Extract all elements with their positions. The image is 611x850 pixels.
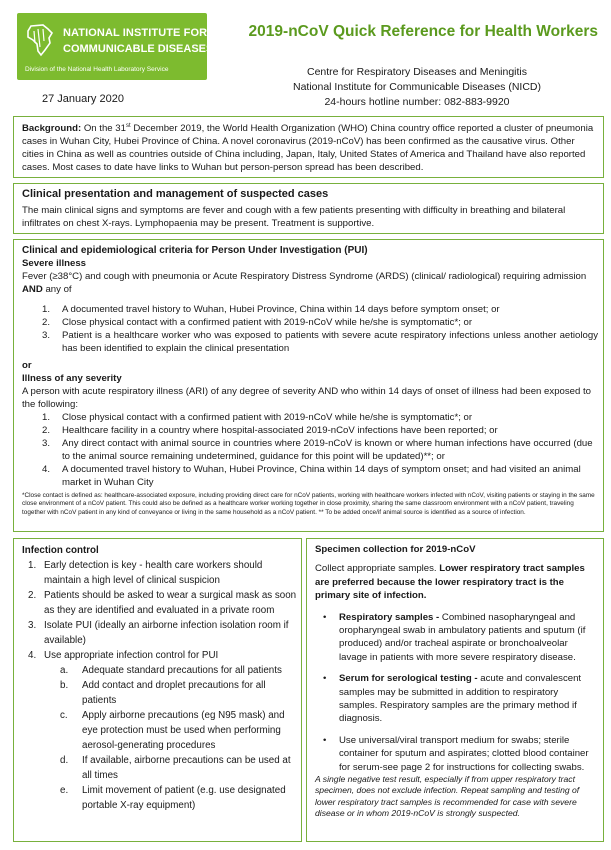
list-item: 2. Healthcare facility in a country where hospital-associated 2019-nCoV infections have been reported; or bbox=[42, 425, 498, 436]
background-section bbox=[13, 116, 604, 178]
list-item: 4. A documented travel history to Wuhan, Hubei Province, China within 14 days of symptom onset; and had visited an animal market in Wuhan City bbox=[42, 464, 581, 488]
infection-control-section bbox=[13, 538, 302, 842]
infection-heading: Infection control bbox=[22, 545, 99, 556]
list-item: 3. Isolate PUI (ideally an airborne infection isolation room if available) bbox=[28, 620, 289, 646]
specimen-section bbox=[306, 538, 604, 842]
any-severity-heading: Illness of any severity bbox=[22, 373, 122, 384]
list-item: 2. Close physical contact with a confirmed patient with 2019-nCoV while he/she is symptomatic*; or bbox=[42, 317, 473, 328]
list-item: • Use universal/viral transport medium for swabs; sterile container for sputum and aspirates; clotted blood container for serum-see page 2 for instructions for collecting swabs. bbox=[323, 734, 589, 773]
specimen-note: A single negative test result, especially if from upper respiratory tract specimen, does not exclude infection. Repeat sampling and testing of lower respiratory tract samples is recommended for case with severe disease or in whom 2019-nCoV is strongly suspected. bbox=[315, 774, 580, 818]
list-item: 3. Patient is a healthcare worker who was exposed to patients with severe acute respiratory infections unless another aetiology has been identified to explain the clinical presentation bbox=[42, 330, 598, 354]
sub-list-item: d. If available, airborne precautions can be used at all times bbox=[60, 755, 291, 781]
or-separator: or bbox=[22, 360, 32, 371]
list-item: 1. A documented travel history to Wuhan, Hubei Province, China within 14 days before symptom onset; or bbox=[42, 304, 500, 315]
list-item: • Respiratory samples - Combined nasopharyngeal and oropharyngeal swab in ambulatory patients and sputum (if produced) and/or tracheal aspirate or bronchoalveolar lavage in patients with more severe respiratory disease. bbox=[323, 611, 586, 663]
pui-heading: Clinical and epidemiological criteria for Person Under Investigation (PUI) bbox=[22, 245, 368, 256]
clinical-text: The main clinical signs and symptoms are fever and cough with a few patients presenting with difficulty in breathing and bilateral infiltrates on chest X-rays. Lymphopaenia may be present. Treatment is supportive. bbox=[22, 205, 566, 229]
list-item: 4. Use appropriate infection control for PUI bbox=[28, 650, 219, 661]
list-item: 1. Close physical contact with a confirmed patient with 2019-nCoV while he/she is symptomatic*; or bbox=[42, 412, 473, 423]
severe-illness-heading: Severe illness bbox=[22, 258, 87, 269]
list-item: • Serum for serological testing - acute and convalescent samples may be submitted in addition to respiratory samples. Respiratory samples are the primary method if diagnosis. bbox=[323, 673, 582, 725]
logo-line-2: COMMUNICABLE DISEASES bbox=[63, 43, 214, 55]
specimen-intro: Collect appropriate samples. Lower respiratory tract samples are preferred because the lower respiratory tract is the primary site of infection. bbox=[315, 563, 585, 602]
africa-map-icon bbox=[25, 23, 55, 57]
clinical-section bbox=[13, 183, 604, 234]
list-item: 1. Early detection is key - health care workers should maintain a high level of clinical suspicion bbox=[28, 560, 263, 586]
sub-list-item: c. Apply airborne precautions (eg N95 mask) and eye protection must be used when performing aerosol-generating procedures bbox=[60, 710, 285, 751]
severe-intro: Fever (≥38°C) and cough with pneumonia or Acute Respiratory Distress Syndrome (ARDS) (clinical/ radiological) requiring admission AND any of bbox=[22, 271, 587, 295]
logo-line-1: NATIONAL INSTITUTE FOR bbox=[63, 27, 208, 39]
any-intro: A person with acute respiratory illness (ARI) of any degree of severity AND who within 14 days of onset of illness had been exposed to the following: bbox=[22, 386, 592, 410]
background-text: Background: On the 31st December 2019, the World Health Organization (WHO) China country office reported a cluster of pneumonia cases in Wuhan City, Hubei Province of China. A novel coronavirus (2019-nCoV) has been confirmed as the causative virus. Other cities in China as well as countries outside of China including, Japan, Italy, United States of America and Thailand have also reported cases. Most cases to date have links to Wuhan but person-person spread has been described. bbox=[22, 123, 594, 174]
sub-list-item: b. Add contact and droplet precautions for all patients bbox=[60, 680, 266, 706]
list-item: 3. Any direct contact with animal source in countries where 2019-nCoV is known or where human infections have occurred (due to the animal source remaining undetermined, guidance for this point will be updated)**; or bbox=[42, 438, 593, 462]
org-line-1: Centre for Respiratory Diseases and Meningitis bbox=[306, 66, 527, 78]
page-title: 2019-nCoV Quick Reference for Health Workers bbox=[248, 23, 598, 40]
background-label: Background: bbox=[22, 123, 82, 135]
list-item: 2. Patients should be asked to wear a surgical mask as soon as they are identified and evaluated in a private room bbox=[28, 590, 297, 616]
clinical-heading: Clinical presentation and management of suspected cases bbox=[22, 188, 329, 200]
nicd-logo bbox=[17, 13, 214, 80]
specimen-heading: Specimen collection for 2019-nCoV bbox=[315, 544, 476, 555]
org-line-2: National Institute for Communicable Diseases (NICD) bbox=[292, 81, 541, 93]
sub-list-item: a. Adequate standard precautions for all patients bbox=[60, 665, 282, 676]
close-contact-footnote: *Close contact is defined as: healthcare-associated exposure, including providing direct care for nCoV patients, working with healthcare workers infected with nCoV, visiting patients or staying in the same close environment of a nCoV patient. This could also be defined as a healthcare worker working together in close proximity, sharing the same classroom environment with a nCoV patient, traveling together with nCoV patient in any kind of conveyance or living in the same household as a nCoV patient. ** To be added once/if animal source is identified as a source of infection. bbox=[22, 492, 595, 516]
logo-line-3: Division of the National Health Laboratory Service bbox=[25, 66, 169, 73]
pui-section bbox=[13, 239, 604, 532]
publication-date: 27 January 2020 bbox=[42, 93, 124, 105]
sub-list-item: e. Limit movement of patient (e.g. use designated portable X-ray equipment) bbox=[60, 785, 286, 811]
hotline: 24-hours hotline number: 082-883-9920 bbox=[324, 96, 510, 108]
